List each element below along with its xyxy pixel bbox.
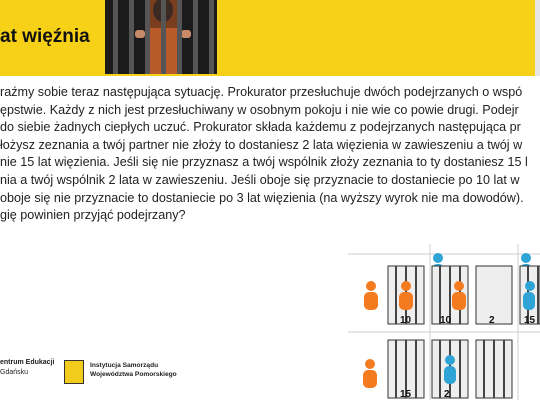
orange-prisoner-icon [363,359,377,388]
paragraph-line: gię powinien przyjąć podejrzany? [0,208,186,223]
orange-prisoner-icon [364,281,378,310]
cell-number: 15 [400,389,412,400]
pomorskie-crest-icon [64,360,84,384]
education-center-logo: entrum Edukacji Gdańsku [0,359,55,376]
cell-number: 15 [524,315,536,326]
cell-number: 2 [489,315,495,326]
paragraph-line: nie 15 lat więzienia. Jeśli się nie przyznasz a twój wspólnik złoży zeznania to ty dostaniesz 15 l [0,155,528,170]
cell-number: 10 [400,315,412,326]
orange-prisoner-icon [452,281,466,310]
paragraph-line: oboje się nie przyznacie to dostaniecie po 3 lat więzienia (na wyższy wyrok nie ma dowodów). [0,190,524,205]
paragraph-line: ępstwie. Każdy z nich jest przesłuchiwany w osobnym pokoju i nie wie co powie drugi. Podejr [0,102,519,117]
slide-title: at więźnia [0,26,90,47]
prisoner-photo [105,0,217,74]
slide-body [0,84,540,225]
cell-number: 10 [440,315,452,326]
cell-number: 2 [444,389,450,400]
institution-logo-text: Instytucja Samorządu Województwa Pomorskiego [90,362,177,378]
prisoner-dilemma-illustration [348,244,540,400]
paragraph-line: do siebie żadnych ciepłych uczuć. Prokurator składa każdemu z podejrzanych następująca pr [0,120,521,135]
paragraph-line: nia a twój wspólnik 2 lata w zawieszeniu. Jeśli oboje się przyznacie to dostaniecie po 10 lat w [0,172,520,187]
orange-prisoner-icon [399,281,413,310]
paragraph-line: raźmy sobie teraz następująca sytuację. Prokurator przesłuchuje dwóch podejrzanych o wspó [0,85,523,99]
paragraph-line: łożysz zeznania a twój partner nie złoży to dostaniesz 2 lata więzienia w zawieszeniu a twój w [0,137,523,152]
window-edge [535,0,540,76]
blue-prisoner-icon [444,355,456,384]
